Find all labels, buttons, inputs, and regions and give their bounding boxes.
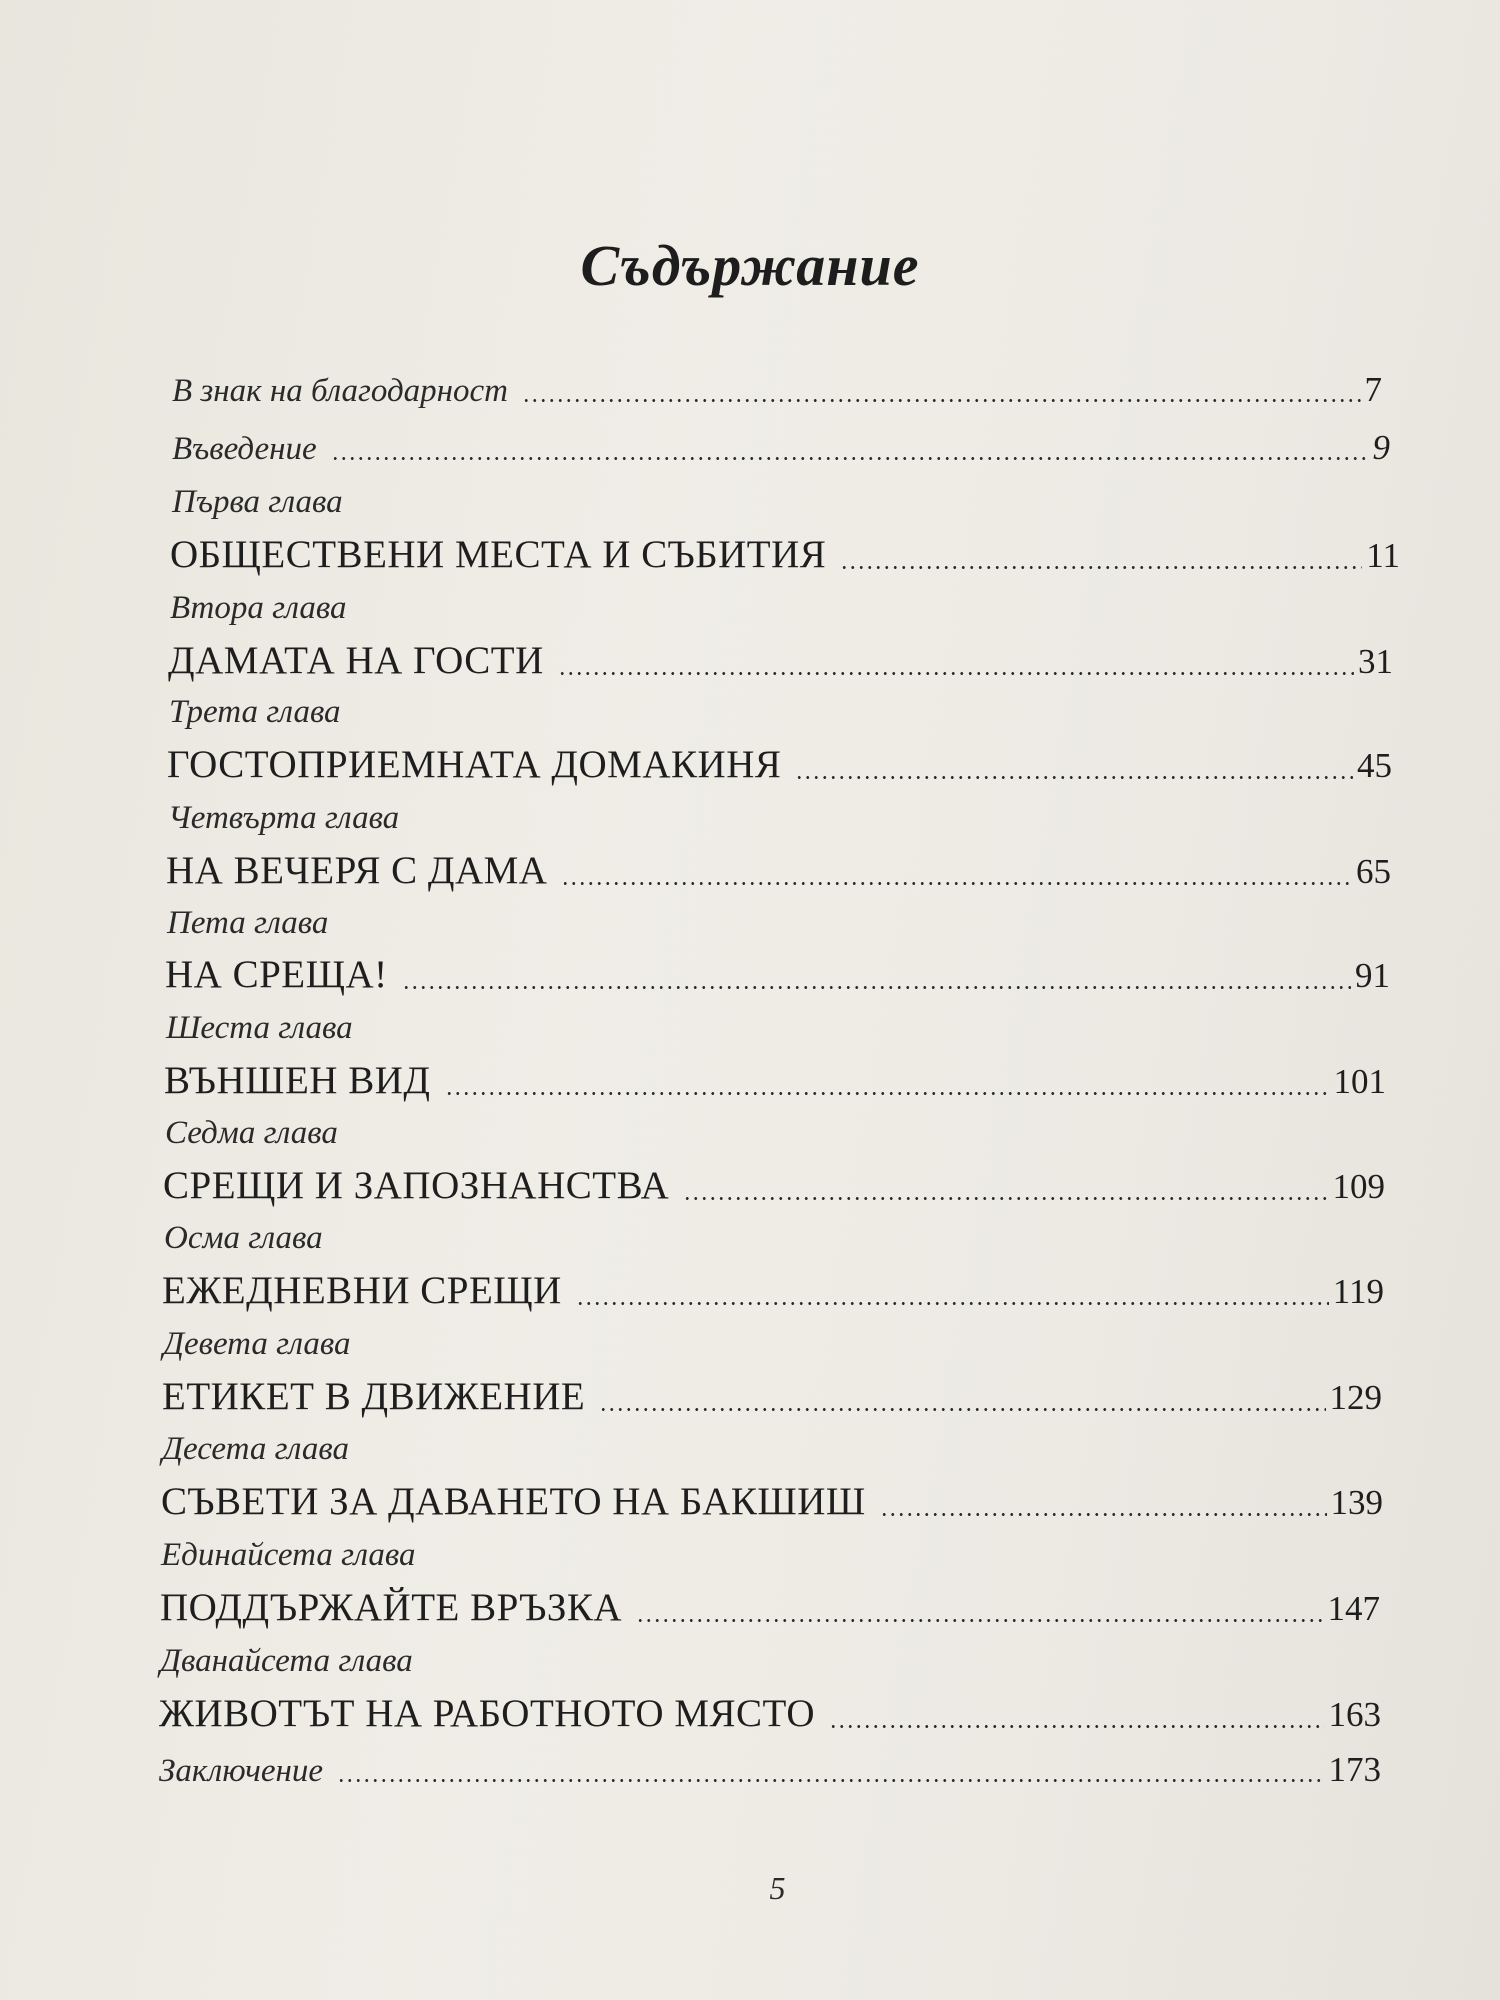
toc-entry-introduction	[172, 428, 1390, 468]
toc-entry-title: ГОСТОПРИЕМНАТА ДОМАКИНЯ	[167, 743, 782, 786]
dot-leader	[402, 986, 1351, 989]
dot-leader	[558, 672, 1354, 675]
toc-entry-page: 45	[1357, 746, 1392, 785]
dot-leader	[445, 1092, 1330, 1095]
toc-entry-page: 139	[1330, 1483, 1383, 1522]
toc-entry-title: СРЕЩИ И ЗАПОЗНАНСТВА	[163, 1164, 670, 1207]
chapter-label: Единайсета глава	[161, 1537, 416, 1573]
toc-entry-title: ДАМАТА НА ГОСТИ	[168, 639, 544, 682]
dot-leader	[522, 399, 1360, 402]
toc-entry-page: 163	[1328, 1695, 1381, 1734]
chapter-label: Осма глава	[164, 1220, 323, 1256]
toc-entry-title: ОБЩЕСТВЕНИ МЕСТА И СЪБИТИЯ	[170, 533, 827, 576]
dot-leader	[829, 1725, 1324, 1728]
dot-leader	[636, 1619, 1323, 1622]
toc-entry-acknowledgements	[172, 370, 1382, 410]
toc-entry-title: НА СРЕЩА!	[165, 953, 388, 996]
dot-leader	[795, 776, 1353, 779]
page-title: Съдържание	[580, 233, 920, 298]
toc-entry-title: СЪВЕТИ ЗА ДАВАНЕТО НА БАКШИШ	[161, 1480, 866, 1523]
dot-leader	[561, 882, 1352, 885]
dot-leader	[880, 1513, 1327, 1516]
toc-entry-chapter-10	[161, 1479, 1383, 1524]
toc-entry-chapter-1	[170, 532, 1400, 577]
toc-entry-title: ЖИВОТЪТ НА РАБОТНОТО МЯСТО	[159, 1692, 816, 1735]
page-number: 5	[769, 1870, 786, 1906]
chapter-label: Девета глава	[163, 1326, 351, 1362]
toc-entry-chapter-5	[165, 952, 1390, 997]
toc-entry-conclusion	[159, 1750, 1381, 1790]
toc-entry-chapter-9	[162, 1374, 1382, 1419]
dot-leader	[576, 1302, 1329, 1305]
chapter-label: Пета глава	[167, 905, 329, 941]
toc-entry-chapter-4	[166, 848, 1391, 893]
toc-entry-title: Въведение	[172, 431, 317, 467]
toc-entry-title: Заключение	[159, 1753, 324, 1789]
toc-entry-page: 101	[1333, 1062, 1386, 1101]
toc-entry-page: 31	[1358, 642, 1393, 681]
toc-entry-page: 119	[1332, 1272, 1384, 1311]
chapter-label: Десета глава	[162, 1431, 349, 1467]
toc-entry-chapter-11	[160, 1585, 1380, 1630]
toc-entry-page: 65	[1356, 852, 1391, 891]
toc-entry-chapter-8	[162, 1268, 1384, 1313]
toc-entry-title: ПОДДЪРЖАЙТЕ ВРЪЗКА	[160, 1586, 623, 1629]
dot-leader	[599, 1408, 1325, 1411]
toc-entry-page: 173	[1328, 1750, 1381, 1789]
toc-entry-title: НА ВЕЧЕРЯ С ДАМА	[166, 849, 548, 892]
dot-leader	[840, 566, 1362, 569]
chapter-label: Втора глава	[170, 590, 347, 626]
toc-entry-title: ЕТИКЕТ В ДВИЖЕНИЕ	[162, 1375, 586, 1418]
toc-entry-page: 11	[1366, 536, 1400, 575]
chapter-label: Седма глава	[165, 1115, 338, 1151]
chapter-label: Шеста глава	[166, 1010, 353, 1046]
chapter-label: Четвърта глава	[168, 800, 400, 836]
toc-entry-chapter-12	[159, 1691, 1381, 1736]
toc-entry-chapter-6	[164, 1058, 1386, 1103]
toc-entry-chapter-7	[163, 1163, 1385, 1208]
toc-entry-page: 129	[1329, 1378, 1382, 1417]
toc-entry-title: ВЪНШЕН ВИД	[164, 1059, 431, 1102]
toc-entry-page: 109	[1332, 1167, 1385, 1206]
toc-entry-page: 91	[1355, 956, 1390, 995]
toc-entry-page: 147	[1327, 1589, 1380, 1628]
chapter-label: Трета глава	[169, 694, 341, 730]
dot-leader	[331, 457, 1369, 460]
chapter-label: Първа глава	[172, 484, 343, 520]
toc-entry-chapter-3	[167, 742, 1392, 787]
dot-leader	[337, 1779, 1324, 1782]
chapter-label: Дванайсета глава	[160, 1643, 413, 1679]
toc-entry-title: ЕЖЕДНЕВНИ СРЕЩИ	[162, 1269, 562, 1312]
dot-leader	[683, 1197, 1328, 1200]
toc-entry-page: 7	[1364, 370, 1382, 409]
toc-entry-page: 9	[1372, 428, 1390, 467]
toc-entry-title: В знак на благодарност	[172, 373, 509, 409]
toc-entry-chapter-2	[168, 638, 1393, 683]
